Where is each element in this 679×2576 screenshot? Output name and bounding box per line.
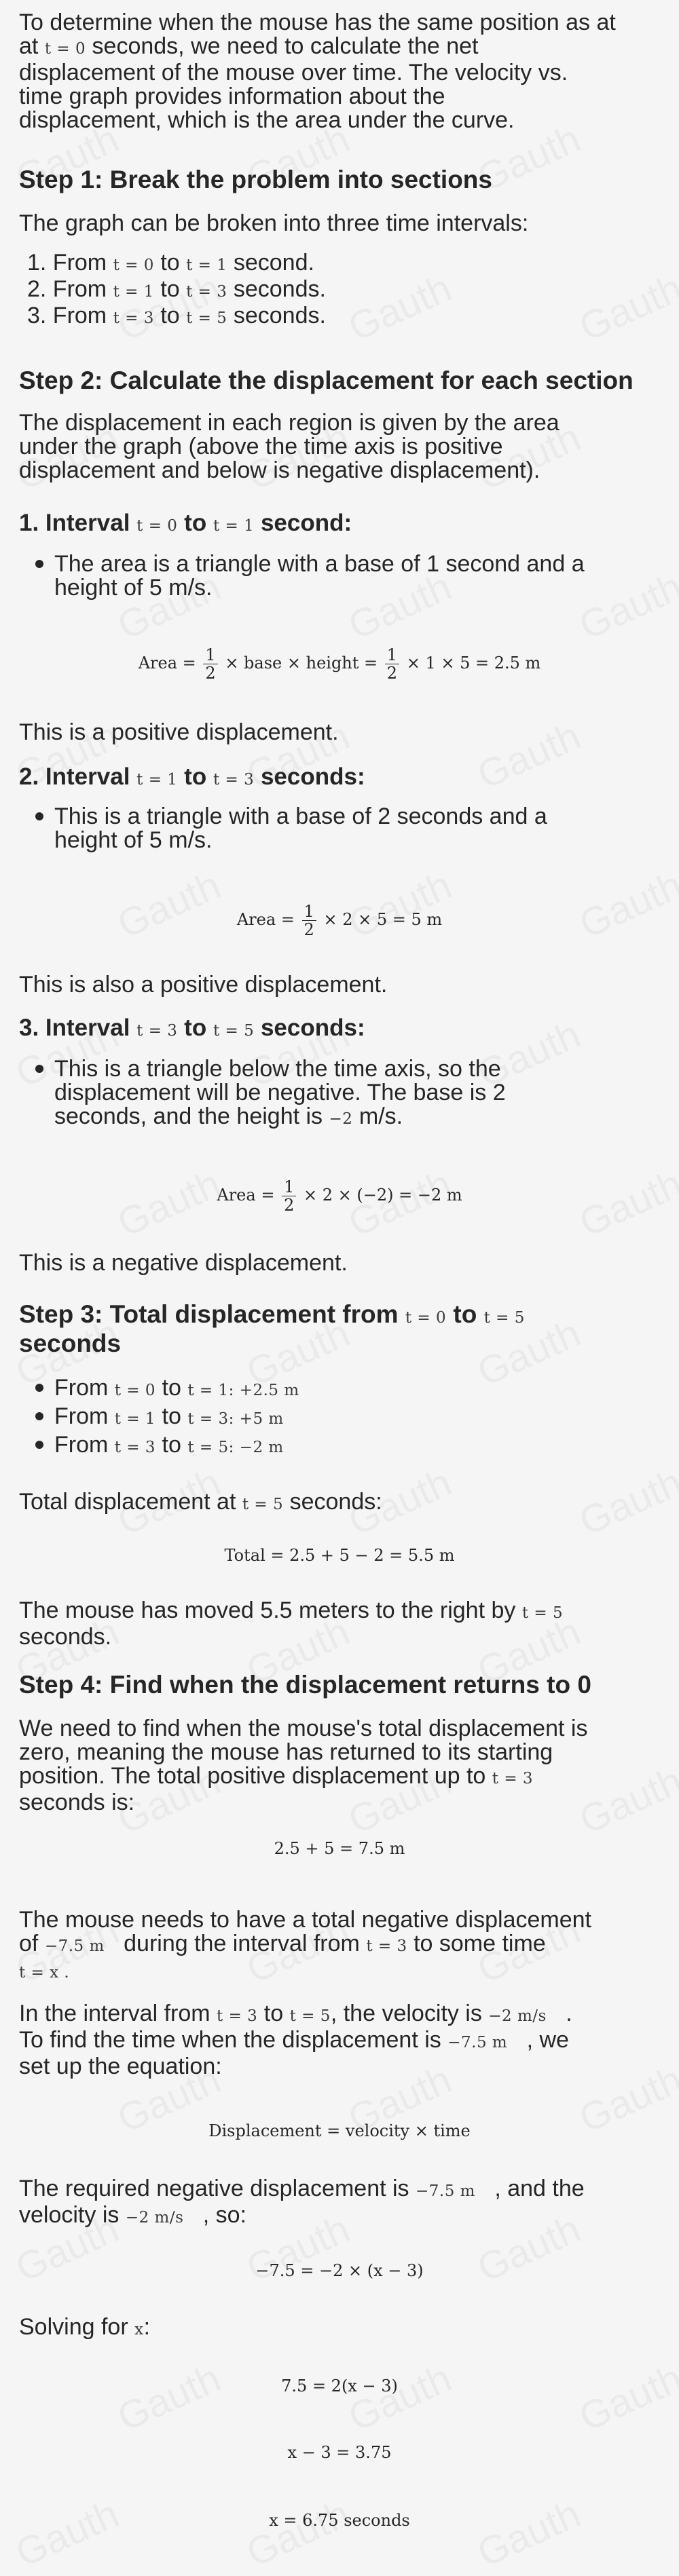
step-2-title: Step 2: Calculate the displacement for each section <box>19 366 634 394</box>
interval-2-note: This is also a positive displacement. <box>19 972 388 998</box>
bullet-dot <box>35 812 43 820</box>
total-displacement-text: Total displacement at t = 5 seconds: <box>19 1489 382 1515</box>
watermark-text <box>342 2355 458 2440</box>
watermark-text <box>471 2491 587 2576</box>
bullet-dot <box>35 1384 43 1392</box>
solve-step-2: x − 3 = 3.75 <box>287 2443 392 2462</box>
step-1-title: Step 1: Break the problem into sections <box>19 166 492 193</box>
interval-3-equation: Area = $\frac{1}{2}$ × 2 × (−2) = −2 m <box>217 1177 462 1215</box>
interval-1-equation: Area = $\frac{1}{2}$ × base × height = $\frac{1}{2}$ × 1 × 5 = 2.5 m <box>138 645 541 683</box>
moved-text: The mouse has moved 5.5 meters to the right by t = 5 seconds. <box>19 1597 564 1650</box>
interval-list <box>27 251 326 330</box>
watermark-text <box>240 2491 356 2576</box>
list-item: 1. From t = 0 to t = 1 second. <box>27 250 314 276</box>
list-item: 2. From t = 1 to t = 3 seconds. <box>27 276 326 302</box>
setup-equation: −7.5 = −2 × (x − 3) <box>255 2261 424 2280</box>
watermark-text <box>572 564 679 649</box>
bullet-dot <box>35 1412 43 1420</box>
step-4-paragraph-4: The required negative displacement is −7.5 m , and the velocity is −2 m/s , so: <box>19 2176 585 2228</box>
interval-2-heading: 2. Interval t = 1 to t = 3 seconds: <box>19 763 365 790</box>
step-3-list-item: From t = 1 to t = 3: +5 m <box>54 1405 284 1431</box>
fraction-half: $\frac{1}{2}$ <box>203 646 217 682</box>
interval-2-bullet: This is a triangle with a base of 2 seconds and a height of 5 m/s. <box>54 805 547 852</box>
total-equation: Total = 2.5 + 5 − 2 = 5.5 m <box>224 1546 455 1565</box>
step-4-paragraph-3: In the interval from t = 3 to t = 5, the velocity is −2 m/s . To find the time when the displacement is −7.5 m , we set up the equation: <box>19 2001 572 2079</box>
watermark-text <box>342 265 458 350</box>
interval-1-bullet: The area is a triangle with a base of 1 second and a height of 5 m/s. <box>54 552 585 600</box>
bullet-dot <box>35 1441 43 1449</box>
step-4-paragraph-2: The mouse needs to have a total negative displacement of −7.5 m during the interval from t = 3 to some time t = x . <box>19 1907 591 1982</box>
watermark-text <box>572 265 679 350</box>
fraction-half: $\frac{1}{2}$ <box>385 646 399 682</box>
interval-3-bullet: This is a triangle below the time axis, so the displacement will be negative. The base is 2 seconds, and the height is −2 m/s. <box>54 1057 506 1131</box>
step-3-list-item: From t = 3 to t = 5: −2 m <box>54 1433 284 1460</box>
displacement-formula: Displacement = velocity × time <box>208 2121 471 2140</box>
step-3-title: Step 3: Total displacement from t = 0 to t = 5 seconds <box>19 1300 525 1357</box>
intro-paragraph: To determine when the mouse has the same position as at at t = 0 seconds, we need to calculate the net displacement of the mouse over time. The velocity vs. time graph provides information about the displacement, which is the area under the curve. <box>19 10 616 133</box>
watermark-text <box>111 2355 227 2440</box>
step-4-title: Step 4: Find when the displacement returns to 0 <box>19 1671 591 1699</box>
interval-2-equation: Area = $\frac{1}{2}$ × 2 × 5 = 5 m <box>236 902 443 939</box>
step-1-text: The graph can be broken into three time intervals: <box>19 210 529 236</box>
final-answer: x = 6.75 seconds <box>269 2511 410 2530</box>
bullet-dot <box>35 560 43 568</box>
list-item: 3. From t = 3 to t = 5 seconds. <box>27 303 326 328</box>
fraction-half: $\frac{1}{2}$ <box>282 1178 296 1214</box>
step-3-list-item: From t = 0 to t = 1: +2.5 m <box>54 1376 299 1403</box>
interval-1-note: This is a positive displacement. <box>19 719 339 745</box>
interval-3-note: This is a negative displacement. <box>19 1250 348 1276</box>
interval-3-heading: 3. Interval t = 3 to t = 5 seconds: <box>19 1015 365 1041</box>
fraction-half: $\frac{1}{2}$ <box>302 903 316 939</box>
solving-text: Solving for x: <box>19 2314 151 2340</box>
step-4-paragraph-1: We need to find when the mouse's total displacement is zero, meaning the mouse has returned to its starting position. The total positive displacement up to t = 3 seconds is: <box>19 1716 588 1815</box>
positive-sum-equation: 2.5 + 5 = 7.5 m <box>274 1839 405 1858</box>
math-t0: t = 0 <box>44 40 86 58</box>
bullet-dot <box>35 1065 43 1073</box>
solve-step-1: 7.5 = 2(x − 3) <box>281 2376 398 2395</box>
step-2-text: The displacement in each region is given by the area under the graph (above the time axis is positive displacement and below is negative displacement). <box>19 410 559 483</box>
interval-1-heading: 1. Interval t = 0 to t = 1 second: <box>19 510 352 536</box>
watermark-text <box>9 2491 126 2576</box>
watermark-text <box>572 2355 679 2440</box>
